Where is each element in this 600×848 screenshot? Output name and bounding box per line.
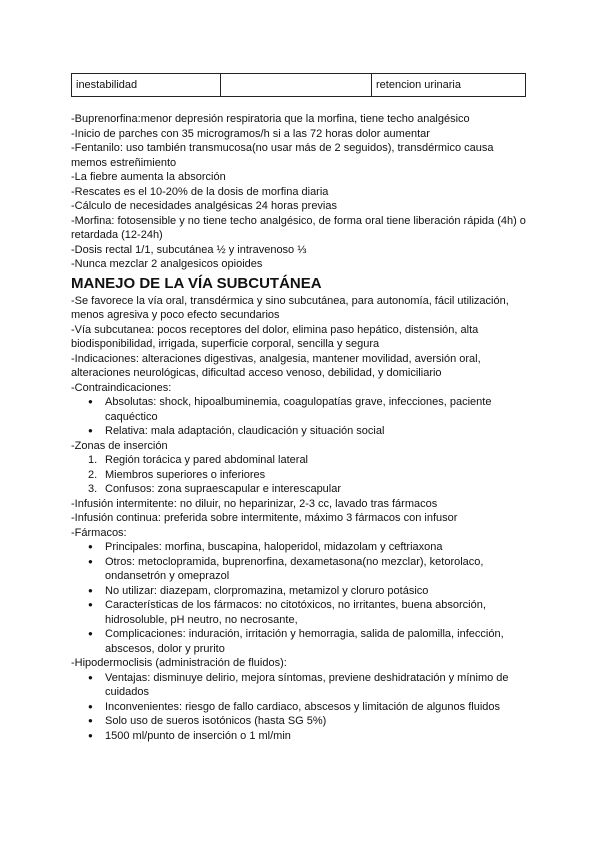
note-line: -Cálculo de necesidades analgésicas 24 horas previas	[71, 200, 337, 212]
table-cell: retencion urinaria	[372, 74, 526, 97]
list-item: ● Principales: morfina, buscapina, haloperidol, midazolam y ceftriaxona	[71, 540, 531, 555]
list-item: ● Relativa: mala adaptación, claudicación y situación social	[71, 424, 531, 439]
hypodermoclysis-list	[71, 671, 531, 744]
note-line: -Buprenorfina:menor depresión respiratoria que la morfina, tiene techo analgésico	[71, 113, 470, 125]
list-item: ● 1500 ml/punto de inserción o 1 ml/min	[71, 729, 531, 744]
list-number: 2.	[88, 468, 98, 481]
contraindications-label: -Contraindicaciones:	[71, 381, 172, 394]
list-item	[71, 482, 531, 497]
note-line: -Rescates es el 10-20% de la dosis de morfina diaria	[71, 185, 329, 198]
intro-line: -Indicaciones: alteraciones digestivas, analgesia, mantener movilidad, aversión oral, alteraciones neurológicas, dificultad acceso venoso, debilidad, y domiciliario	[71, 352, 481, 379]
list-number: 3.	[88, 483, 98, 495]
table-row	[72, 74, 526, 97]
zones-list	[71, 453, 531, 497]
list-item: ● No utilizar: diazepam, clorpromazina, metamizol y cloruro potásico	[71, 584, 531, 599]
list-item: ● Solo uso de sueros isotónicos (hasta SG 5%)	[71, 714, 531, 729]
list-item: ● Absolutas: shock, hipoalbuminemia, coagulopatías grave, infecciones, paciente caquéctico	[71, 395, 531, 424]
note-line: -Inicio de parches con 35 microgramos/h si a las 72 horas dolor aumentar	[71, 127, 430, 140]
note-line: -Fentanilo: uso también transmucosa(no usar más de 2 seguidos), transdérmico causa memos estreñimiento	[71, 142, 494, 169]
list-item: ● Inconvenientes: riesgo de fallo cardiaco, abscesos y limitación de algunos fluidos	[71, 700, 531, 715]
infusion-intermittent-line: -Infusión intermitente: no diluir, no heparinizar, 2-3 cc, lavado tras fármacos	[71, 497, 438, 510]
list-item	[71, 453, 531, 468]
list-item: ● Características de los fármacos: no citotóxicos, no irritantes, buena absorción, hidrosoluble, pH neutro, no necrosante,	[71, 598, 531, 627]
drugs-list	[71, 540, 531, 656]
list-item: ● Otros: metoclopramida, buprenorfina, dexametasona(no mezclar), ketorolaco, ondansetrón y omeprazol	[71, 555, 531, 584]
contraindications-list	[71, 395, 531, 439]
list-text: Confusos: zona supraescapular e interescapular	[105, 483, 342, 495]
list-item: ● Ventajas: disminuye delirio, mejora síntomas, previene deshidratación y mínimo de cuidados	[71, 671, 531, 700]
note-line: -La fiebre aumenta la absorción	[71, 171, 226, 183]
list-item	[71, 468, 531, 483]
note-line: -Dosis rectal 1/1, subcutánea ½ y intravenoso ⅓	[71, 243, 307, 256]
note-line: -Morfina: fotosensible y no tiene techo analgésico, de forma oral tiene liberación rápida (4h) o retardada (12-24h)	[71, 214, 526, 241]
zones-label: -Zonas de inserción	[71, 439, 168, 452]
intro-line: -Se favorece la vía oral, transdérmica y sino subcutánea, para autonomía, fácil utilización, menos agresiva y poco efecto secundarios	[71, 294, 509, 321]
list-text: Miembros superiores o inferiores	[105, 468, 266, 481]
symptoms-table	[71, 73, 526, 97]
intro-line: -Vía subcutanea: pocos receptores del dolor, elimina paso hepático, distensión, alta biodisponibilidad, irrigada, superficie corporal, sencilla y segura	[71, 323, 479, 350]
note-line: -Nunca mezclar 2 analgesicos opioides	[71, 258, 263, 270]
list-text: Región torácica y pared abdominal lateral	[105, 454, 309, 466]
list-item: ● Complicaciones: induración, irritación y hemorragia, salida de palomilla, infección, abscesos, dolor y prurito	[71, 627, 531, 656]
table-cell	[221, 74, 372, 97]
table-cell: inestabilidad	[72, 74, 221, 97]
list-number: 1.	[88, 454, 98, 466]
section-heading: MANEJO DE LA VÍA SUBCUTÁNEA	[71, 274, 322, 292]
drugs-label: -Fármacos:	[71, 526, 127, 539]
document-body	[71, 112, 531, 743]
hypodermoclysis-label: -Hipodermoclisis (administración de fluidos):	[71, 657, 287, 669]
infusion-continuous-line: -Infusión continua: preferida sobre intermitente, máximo 3 fármacos con infusor	[71, 512, 458, 524]
